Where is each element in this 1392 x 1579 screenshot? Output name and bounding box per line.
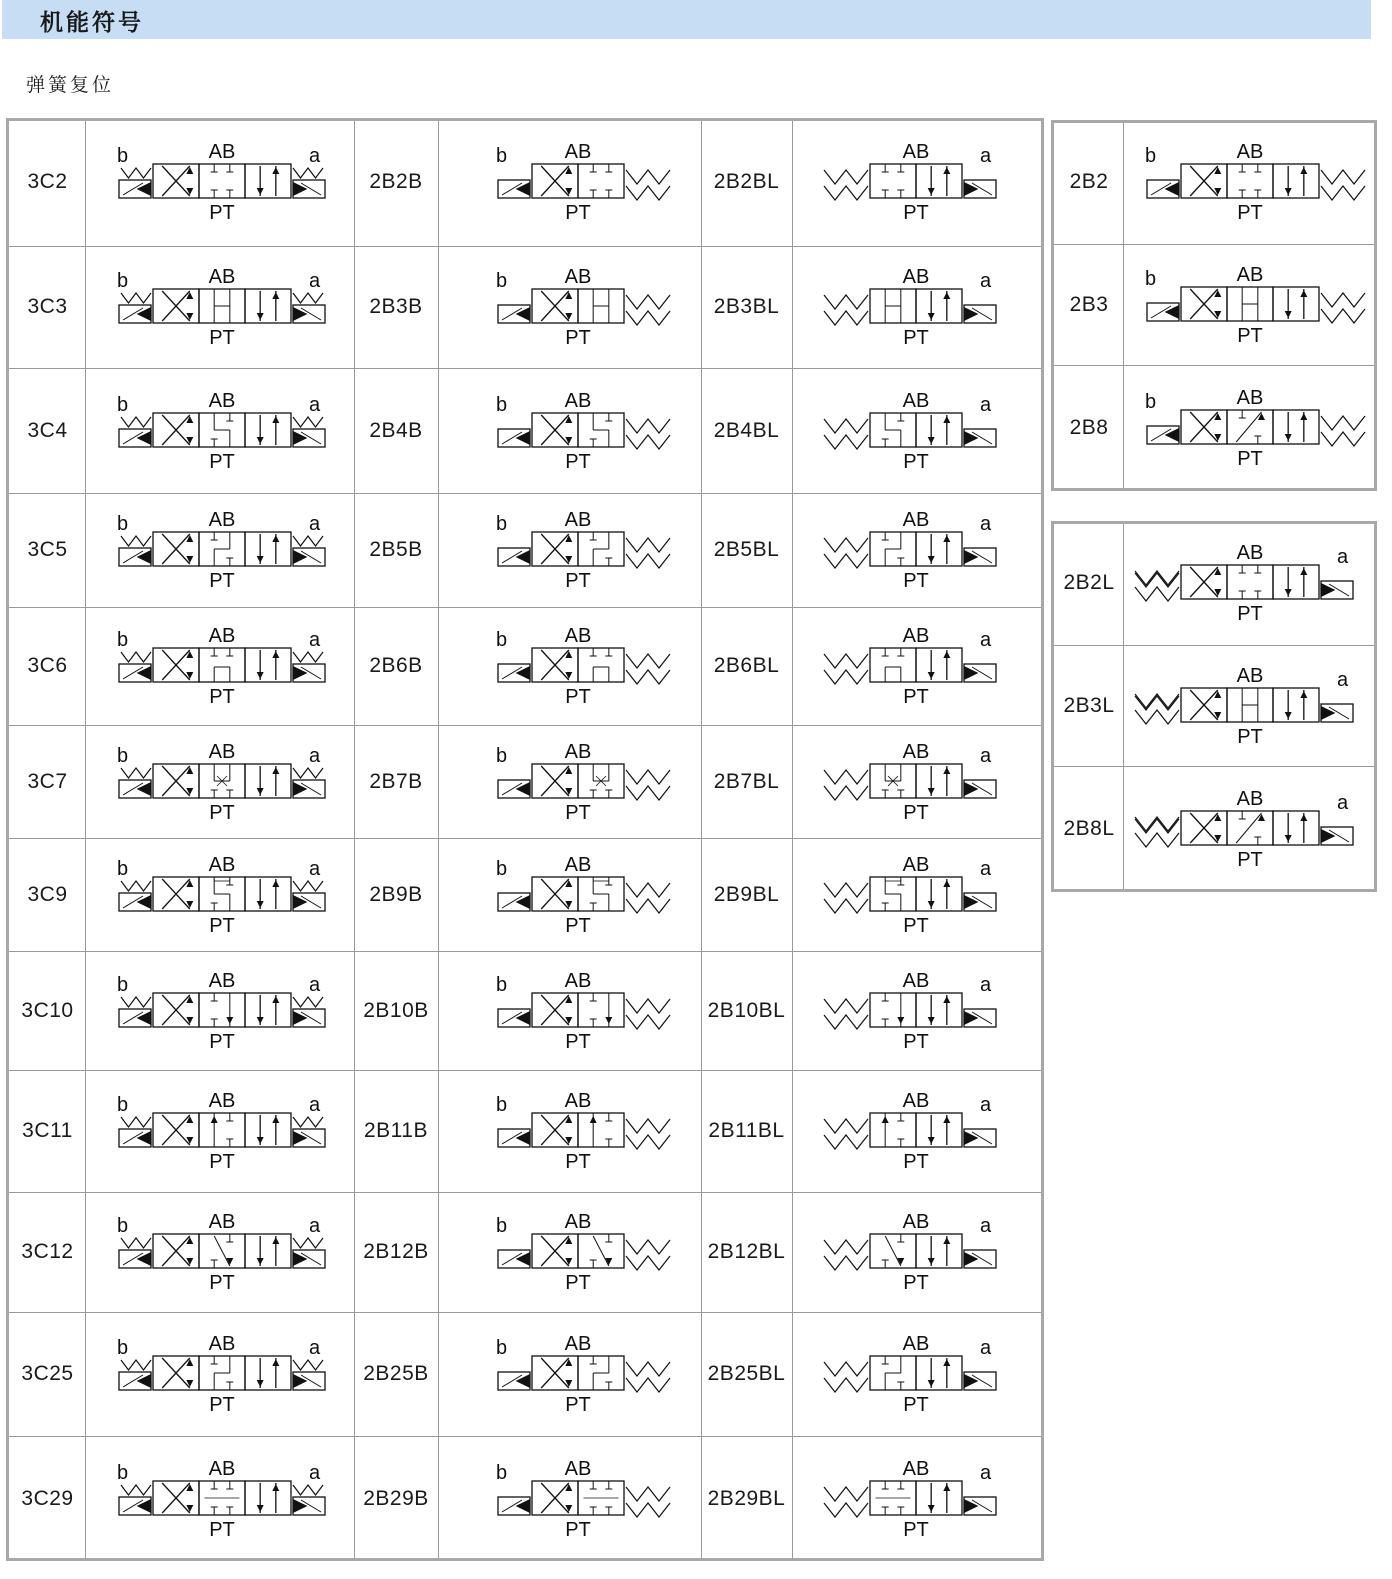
- side-label-b: b: [495, 513, 507, 535]
- port-label-pt: PT: [903, 1151, 929, 1173]
- port-label-pt: PT: [564, 801, 591, 824]
- side-row-divider: [1054, 244, 1374, 245]
- port-label-ab: AB: [208, 1457, 235, 1480]
- model-code: 2B11BL: [708, 1119, 785, 1142]
- valve-symbol-bl: [796, 1207, 1036, 1297]
- port-label-pt: PT: [564, 1518, 591, 1541]
- side-label-a: a: [308, 513, 320, 535]
- side-label-a: a: [980, 857, 992, 880]
- port-label-ab: AB: [902, 389, 930, 412]
- main-col-divider: [438, 121, 439, 1558]
- port-label-pt: PT: [208, 1151, 235, 1173]
- side-label-b: b: [1145, 145, 1157, 167]
- main-row-divider: [9, 607, 1041, 608]
- port-label-ab: AB: [564, 625, 591, 647]
- side-label-a: a: [980, 973, 992, 996]
- port-label-ab: AB: [208, 1211, 235, 1233]
- side-label-a: a: [308, 145, 320, 167]
- valve-symbol-bl: [796, 737, 1036, 827]
- port-label-pt: PT: [1237, 448, 1263, 470]
- side-label-b: b: [1145, 267, 1157, 290]
- port-label-pt: PT: [208, 1518, 235, 1541]
- port-label-ab: AB: [902, 1090, 930, 1112]
- side-label-a: a: [308, 629, 320, 651]
- model-code: 2B9B: [369, 882, 423, 906]
- side-label-b: b: [116, 857, 128, 880]
- valve-symbol-bl: [796, 505, 1036, 595]
- side-label-b: b: [116, 393, 128, 416]
- model-code: 3C4: [27, 418, 68, 442]
- model-code: 2B29BL: [707, 1486, 786, 1510]
- main-row-divider: [9, 1312, 1041, 1313]
- valve-symbol-3c: [102, 966, 342, 1056]
- port-label-pt: PT: [208, 570, 235, 592]
- main-col-divider: [792, 121, 793, 1558]
- port-label-ab: AB: [208, 969, 235, 992]
- valve-symbol-b: [458, 505, 698, 595]
- port-label-ab: AB: [564, 266, 591, 288]
- port-label-pt: PT: [903, 1518, 929, 1541]
- model-code: 3C25: [21, 1362, 74, 1385]
- port-label-ab: AB: [902, 509, 930, 531]
- model-code: 3C6: [27, 654, 68, 677]
- port-label-pt: PT: [564, 914, 591, 937]
- port-label-ab: AB: [902, 625, 930, 647]
- port-label-ab: AB: [208, 625, 235, 647]
- valve-symbol-b: [458, 1207, 698, 1297]
- side-row-divider: [1054, 645, 1374, 646]
- valve-symbol-bl: [796, 137, 1036, 227]
- model-code: 2B9BL: [713, 882, 780, 906]
- model-code: 3C29: [21, 1486, 74, 1510]
- port-label-ab: AB: [1236, 542, 1264, 564]
- valve-symbol-b: [458, 850, 698, 940]
- side-label-b: b: [116, 744, 128, 767]
- model-code: 2B3B: [369, 295, 423, 318]
- port-label-ab: AB: [564, 740, 591, 763]
- port-label-pt: PT: [208, 686, 235, 708]
- side-label-a: a: [980, 744, 992, 767]
- side-label-a: a: [308, 1337, 320, 1359]
- main-row-divider: [9, 1070, 1041, 1071]
- port-label-pt: PT: [208, 1394, 235, 1416]
- main-col-divider: [701, 121, 702, 1558]
- valve-symbol-bl: [796, 850, 1036, 940]
- side-label-a: a: [308, 744, 320, 767]
- side-label-b: b: [116, 513, 128, 535]
- side-label-a: a: [308, 973, 320, 996]
- model-code: 2B3BL: [713, 295, 780, 318]
- port-label-pt: PT: [903, 327, 929, 349]
- model-code: 2B29B: [363, 1486, 429, 1510]
- side-label-a: a: [980, 513, 992, 535]
- port-label-pt: PT: [564, 202, 591, 224]
- port-label-ab: AB: [564, 1457, 591, 1480]
- port-label-pt: PT: [903, 570, 929, 592]
- side-label-a: a: [1337, 668, 1349, 691]
- valve-symbol-3c: [102, 737, 342, 827]
- side-label-a: a: [1337, 546, 1349, 568]
- side-label-b: b: [495, 1215, 507, 1237]
- side-label-b: b: [495, 857, 507, 880]
- port-label-ab: AB: [564, 969, 591, 992]
- side-label-a: a: [1337, 792, 1349, 814]
- main-row-divider: [9, 1192, 1041, 1193]
- side-label-b: b: [116, 1337, 128, 1359]
- port-label-ab: AB: [1236, 141, 1264, 163]
- model-code: 2B10BL: [707, 998, 786, 1022]
- port-label-pt: PT: [208, 1272, 235, 1294]
- valve-symbol-3c: [102, 1454, 342, 1544]
- port-label-pt: PT: [564, 1394, 591, 1416]
- main-col-divider: [85, 121, 86, 1558]
- port-label-pt: PT: [564, 1272, 591, 1294]
- port-label-pt: PT: [564, 570, 591, 592]
- valve-symbol-bl: [796, 1086, 1036, 1176]
- model-code: 3C10: [21, 998, 74, 1022]
- port-label-ab: AB: [208, 740, 235, 763]
- port-label-pt: PT: [208, 801, 235, 824]
- main-row-divider: [9, 725, 1041, 726]
- port-label-ab: AB: [1236, 788, 1264, 810]
- valve-symbol-side: [1130, 383, 1370, 473]
- valve-symbol-3c: [102, 1329, 342, 1419]
- port-label-pt: PT: [564, 450, 591, 473]
- valve-symbol-3c: [102, 850, 342, 940]
- model-code: 2B25B: [363, 1362, 429, 1385]
- port-label-ab: AB: [208, 266, 235, 288]
- port-label-pt: PT: [903, 450, 929, 473]
- port-label-ab: AB: [208, 509, 235, 531]
- valve-symbol-b: [458, 1329, 698, 1419]
- model-code: 2B4BL: [713, 418, 780, 442]
- port-label-pt: PT: [903, 686, 929, 708]
- side-row-divider: [1054, 365, 1374, 366]
- side-label-b: b: [495, 973, 507, 996]
- port-label-pt: PT: [903, 1394, 929, 1416]
- model-code: 3C12: [21, 1240, 74, 1263]
- model-code: 2B7BL: [713, 769, 780, 793]
- port-label-ab: AB: [564, 853, 591, 876]
- port-label-ab: AB: [564, 509, 591, 531]
- valve-symbol-b: [458, 1086, 698, 1176]
- port-label-ab: AB: [902, 1333, 930, 1355]
- port-label-pt: PT: [1237, 202, 1263, 224]
- model-code: 2B4B: [369, 418, 423, 442]
- port-label-ab: AB: [1236, 387, 1264, 409]
- main-row-divider: [9, 838, 1041, 839]
- model-code: 2B8L: [1063, 817, 1115, 840]
- side-label-a: a: [980, 629, 992, 651]
- port-label-ab: AB: [902, 1211, 930, 1233]
- valve-symbol-bl: [796, 966, 1036, 1056]
- port-label-ab: AB: [208, 389, 235, 412]
- valve-symbol-3c: [102, 262, 342, 352]
- valve-symbol-b: [458, 262, 698, 352]
- side-label-b: b: [495, 270, 507, 292]
- valve-symbol-side: [1130, 784, 1370, 874]
- port-label-ab: AB: [1236, 263, 1264, 286]
- model-code: 2B5B: [369, 538, 423, 561]
- valve-symbol-bl: [796, 262, 1036, 352]
- valve-symbol-3c: [102, 386, 342, 476]
- section-subtitle: 弹簧复位: [26, 74, 115, 96]
- side-row-divider: [1054, 766, 1374, 767]
- main-row-divider: [9, 493, 1041, 494]
- port-label-pt: PT: [903, 202, 929, 224]
- valve-symbol-bl: [796, 621, 1036, 711]
- valve-symbol-b: [458, 386, 698, 476]
- port-label-pt: PT: [1237, 324, 1263, 347]
- port-label-ab: AB: [902, 1457, 930, 1480]
- port-label-ab: AB: [564, 1090, 591, 1112]
- model-code: 2B10B: [363, 998, 429, 1022]
- model-code: 2B8: [1069, 416, 1109, 439]
- side-label-a: a: [980, 393, 992, 416]
- port-label-ab: AB: [1236, 664, 1264, 687]
- port-label-ab: AB: [902, 969, 930, 992]
- side-label-a: a: [308, 393, 320, 416]
- model-code: 3C3: [27, 295, 68, 318]
- side-label-b: b: [116, 1461, 128, 1484]
- port-label-pt: PT: [1237, 725, 1263, 748]
- model-code: 3C5: [27, 538, 68, 561]
- model-code: 2B2BL: [713, 170, 780, 193]
- main-col-divider: [354, 121, 355, 1558]
- port-label-ab: AB: [902, 740, 930, 763]
- model-code: 2B3: [1069, 292, 1109, 316]
- side-label-a: a: [308, 1094, 320, 1116]
- valve-symbol-b: [458, 966, 698, 1056]
- side-label-a: a: [980, 145, 992, 167]
- side-label-a: a: [308, 857, 320, 880]
- side-label-b: b: [495, 1461, 507, 1484]
- side-label-b: b: [1145, 391, 1157, 413]
- valve-symbol-bl: [796, 1329, 1036, 1419]
- side-col-divider: [1123, 524, 1124, 889]
- model-code: 2B2L: [1063, 571, 1115, 594]
- port-label-pt: PT: [1237, 603, 1263, 625]
- port-label-ab: AB: [564, 1211, 591, 1233]
- valve-symbol-3c: [102, 505, 342, 595]
- side-label-b: b: [495, 393, 507, 416]
- model-code: 2B7B: [369, 769, 423, 793]
- port-label-pt: PT: [903, 801, 929, 824]
- port-label-pt: PT: [208, 327, 235, 349]
- valve-symbol-side: [1130, 538, 1370, 628]
- side-col-divider: [1123, 123, 1124, 488]
- model-code: 2B6BL: [713, 654, 780, 677]
- model-code: 3C11: [22, 1119, 73, 1142]
- port-label-pt: PT: [564, 1030, 591, 1053]
- port-label-pt: PT: [564, 686, 591, 708]
- port-label-pt: PT: [1237, 849, 1263, 871]
- port-label-ab: AB: [564, 141, 591, 163]
- port-label-pt: PT: [903, 1030, 929, 1053]
- side-label-a: a: [980, 1461, 992, 1484]
- port-label-pt: PT: [208, 1030, 235, 1053]
- model-code: 3C9: [27, 882, 68, 906]
- side-label-b: b: [495, 145, 507, 167]
- side-label-b: b: [116, 145, 128, 167]
- valve-symbol-3c: [102, 137, 342, 227]
- port-label-ab: AB: [564, 389, 591, 412]
- side-label-a: a: [980, 1337, 992, 1359]
- side-label-b: b: [116, 1094, 128, 1116]
- port-label-pt: PT: [564, 1151, 591, 1173]
- port-label-ab: AB: [902, 266, 930, 288]
- header-bar: [2, 0, 1371, 39]
- side-label-b: b: [116, 1215, 128, 1237]
- port-label-ab: AB: [208, 141, 235, 163]
- model-code: 3C2: [27, 170, 68, 193]
- valve-symbol-side: [1130, 137, 1370, 227]
- side-label-b: b: [495, 1337, 507, 1359]
- model-code: 2B2B: [369, 170, 423, 193]
- model-code: 2B12B: [363, 1240, 429, 1263]
- model-code: 2B6B: [369, 654, 423, 677]
- model-code: 3C7: [27, 769, 68, 793]
- port-label-ab: AB: [564, 1333, 591, 1355]
- main-row-divider: [9, 368, 1041, 369]
- port-label-ab: AB: [208, 1333, 235, 1355]
- side-label-b: b: [116, 270, 128, 292]
- side-label-b: b: [495, 629, 507, 651]
- valve-symbol-3c: [102, 1086, 342, 1176]
- port-label-pt: PT: [903, 914, 929, 937]
- model-code: 2B11B: [364, 1119, 428, 1142]
- model-code: 2B3L: [1063, 693, 1115, 717]
- port-label-ab: AB: [208, 1090, 235, 1112]
- side-label-a: a: [308, 270, 320, 292]
- side-label-b: b: [495, 1094, 507, 1116]
- main-row-divider: [9, 1436, 1041, 1437]
- side-label-a: a: [308, 1215, 320, 1237]
- side-label-a: a: [308, 1461, 320, 1484]
- port-label-pt: PT: [564, 327, 591, 349]
- port-label-pt: PT: [208, 450, 235, 473]
- port-label-ab: AB: [902, 141, 930, 163]
- port-label-ab: AB: [208, 853, 235, 876]
- model-code: 2B5BL: [713, 538, 780, 561]
- side-label-a: a: [980, 1215, 992, 1237]
- valve-symbol-b: [458, 1454, 698, 1544]
- page-title: 机能符号: [40, 10, 144, 36]
- main-row-divider: [9, 246, 1041, 247]
- valve-symbol-bl: [796, 386, 1036, 476]
- side-label-a: a: [980, 1094, 992, 1116]
- port-label-pt: PT: [903, 1272, 929, 1294]
- valve-symbol-b: [458, 737, 698, 827]
- valve-symbol-side: [1130, 260, 1370, 350]
- side-label-b: b: [495, 744, 507, 767]
- valve-symbol-3c: [102, 621, 342, 711]
- model-code: 2B12BL: [707, 1240, 786, 1263]
- valve-symbol-side: [1130, 661, 1370, 751]
- side-label-a: a: [980, 270, 992, 292]
- side-label-b: b: [116, 973, 128, 996]
- valve-symbol-bl: [796, 1454, 1036, 1544]
- valve-symbol-3c: [102, 1207, 342, 1297]
- main-row-divider: [9, 951, 1041, 952]
- side-label-b: b: [116, 629, 128, 651]
- port-label-pt: PT: [208, 914, 235, 937]
- valve-symbol-b: [458, 137, 698, 227]
- port-label-ab: AB: [902, 853, 930, 876]
- valve-symbol-b: [458, 621, 698, 711]
- model-code: 2B2: [1069, 170, 1109, 193]
- model-code: 2B25BL: [707, 1362, 786, 1385]
- port-label-pt: PT: [208, 202, 235, 224]
